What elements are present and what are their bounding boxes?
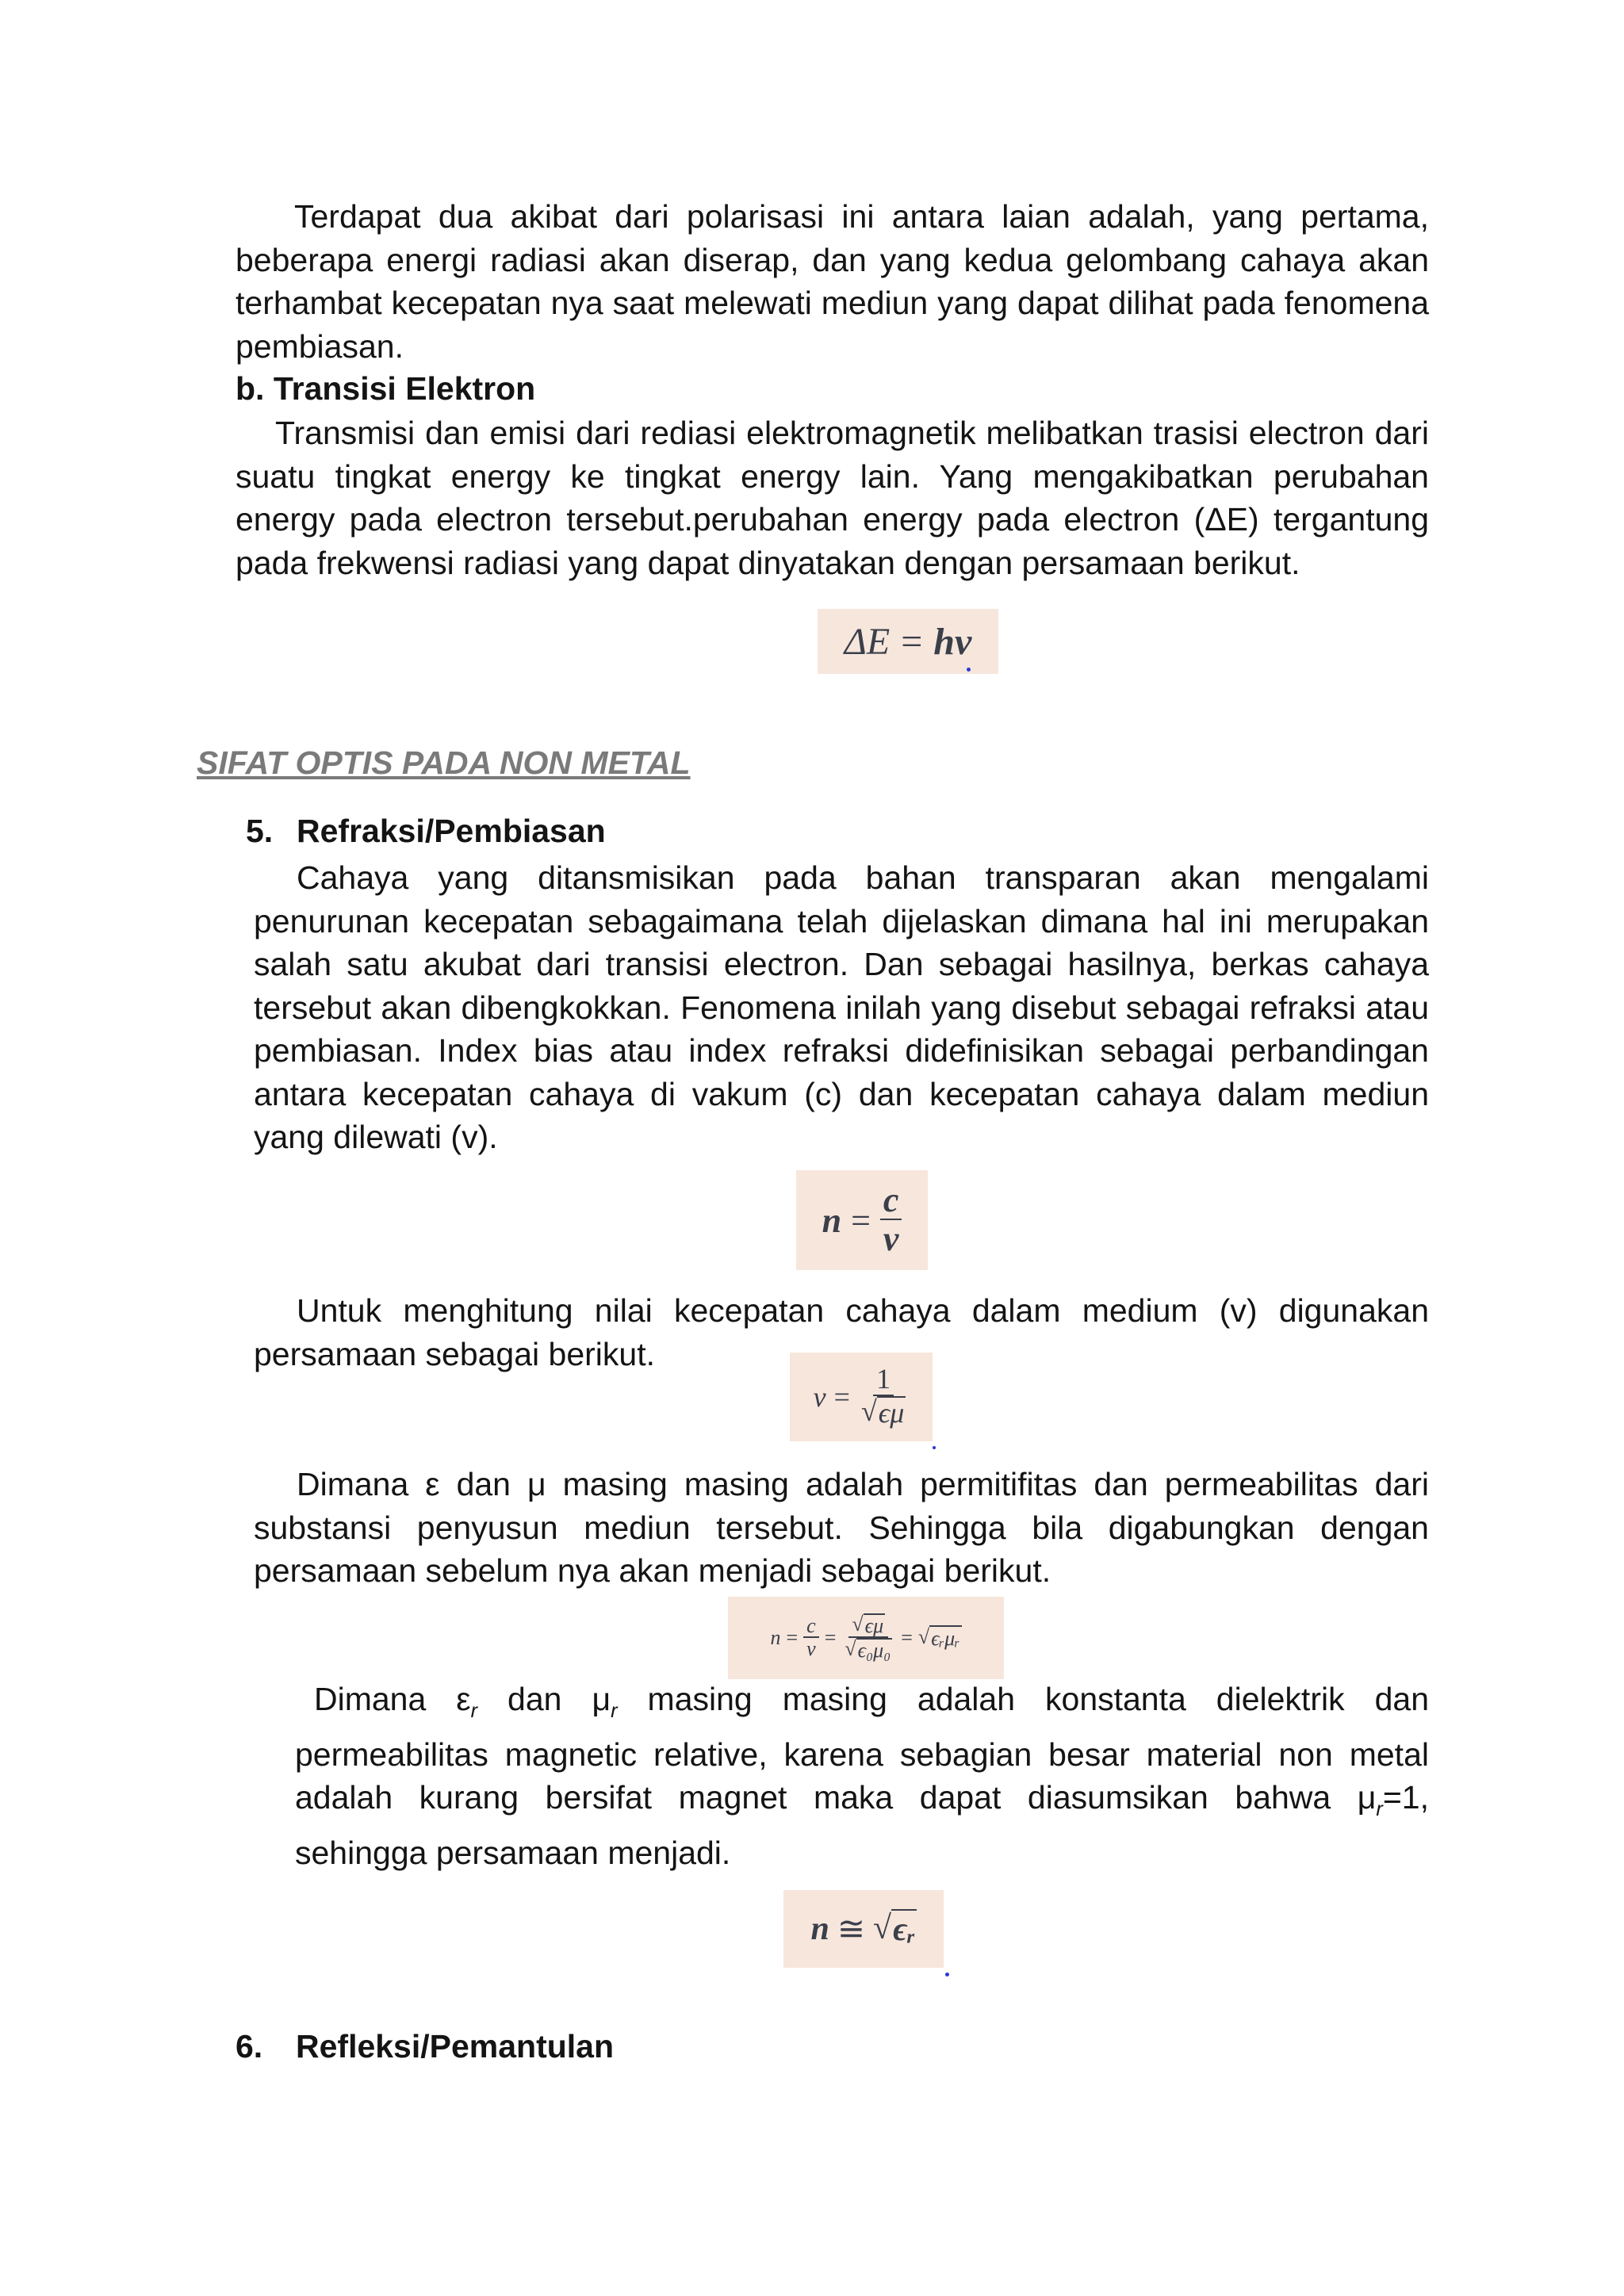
- paragraph-text: Terdapat dua akibat dari polarisasi ini antara laian adalah, yang pertama, beberapa energi radiasi akan diserap, dan yang kedua gelombang cahaya akan terhambat kecepatan nya saat melewati mediun yang dapat dilihat pada fenomena pembiasan.: [236, 198, 1429, 365]
- denominator: v: [806, 1637, 816, 1661]
- paragraph-polarisasi: [236, 195, 1429, 368]
- radicand: ϵᵣμᵣ: [931, 1627, 960, 1650]
- subheading-transisi-elektron: b. Transisi Elektron: [236, 370, 536, 407]
- subscript: r: [470, 1700, 478, 1723]
- square-root: [845, 1638, 892, 1663]
- paragraph-text: Dimana ε dan μ masing masing adalah permitifitas dan permeabilitas dari substansi penyusun mediun tersebut. Sehingga bila digabungkan dengan persamaan sebelum nya akan menjadi sebagai berikut.: [254, 1466, 1429, 1589]
- radicand: ϵᵣ: [891, 1909, 916, 1949]
- paragraph-text: Dimana ε: [314, 1681, 471, 1717]
- square-root: [873, 1909, 917, 1949]
- radical-sign: √: [873, 1910, 892, 1946]
- marker-dot: [933, 1446, 936, 1449]
- paragraph-text: Cahaya yang ditansmisikan pada bahan transparan akan mengalami penurunan kecepatan sebagaimana telah dijelaskan dimana hal ini merupakan salah satu akubat dari transisi electron. Dan sebagai hasilnya, berkas cahaya tersebut akan dibengkokkan. Fenomena inilah yang disebut sebagai refraksi atau pembiasan. Index bias atau index refraksi didefinisikan sebagai perbandingan antara kecepatan cahaya di vakum (c) dan kecepatan cahaya dalam mediun yang dilewati (v).: [254, 859, 1429, 1155]
- radical-sign: √: [845, 1637, 856, 1661]
- radical-sign: √: [917, 1625, 930, 1648]
- eq-lhs: ΔE: [844, 620, 891, 663]
- list-title: Refleksi/Pemantulan: [296, 2028, 615, 2064]
- paragraph-text: dan μ: [477, 1681, 611, 1717]
- eq-lhs: n: [810, 1911, 829, 1947]
- list-item-6-heading: [236, 2025, 614, 2068]
- eq-op: =: [851, 1200, 871, 1240]
- denominator: v: [883, 1219, 899, 1258]
- equation-velocity: [790, 1353, 933, 1441]
- paragraph-text: Untuk menghitung nilai kecepatan cahaya dalam medium (v) digunakan persamaan sebagai berikut.: [254, 1292, 1429, 1372]
- paragraph-refraksi: [254, 856, 1429, 1159]
- numerator: 1: [873, 1364, 894, 1396]
- eq-lhs: n: [822, 1200, 842, 1240]
- radicand: ϵμ: [864, 1614, 884, 1638]
- eq-op: =: [901, 1626, 913, 1649]
- list-title: Refraksi/Pembiasan: [297, 813, 606, 849]
- section-title: SIFAT OPTIS PADA NON METAL: [197, 744, 691, 781]
- paragraph-konstanta-dielektrik: [295, 1678, 1429, 1874]
- eq-op: =: [833, 1381, 850, 1413]
- fraction: [803, 1615, 819, 1661]
- equation-index-approx: [783, 1890, 944, 1968]
- square-root: [852, 1613, 885, 1636]
- marker-dot: [967, 668, 971, 672]
- denominator: [841, 1638, 895, 1663]
- subscript: r: [611, 1700, 618, 1723]
- eq-op: =: [824, 1626, 837, 1649]
- paragraph-text: =1, sehingga persamaan menjadi.: [295, 1779, 1429, 1871]
- marker-dot: [945, 1973, 949, 1976]
- list-item-5-heading: [246, 809, 606, 852]
- subscript: r: [1376, 1798, 1383, 1821]
- numerator: [848, 1613, 888, 1638]
- numerator: c: [803, 1615, 819, 1638]
- fraction: [858, 1364, 909, 1429]
- square-root: [861, 1396, 906, 1429]
- eq-op: ≅: [837, 1911, 866, 1948]
- eq-lhs: n: [770, 1626, 781, 1649]
- list-number: 5.: [246, 813, 274, 849]
- square-root: [918, 1625, 962, 1651]
- fraction: [841, 1613, 895, 1663]
- equation-index-bias: [796, 1170, 928, 1270]
- paragraph-text: Transmisi dan emisi dari rediasi elektromagnetik melibatkan trasisi electron dari suatu tingkat energy ke tingkat energy lain. Yang mengakibatkan perubahan energy pada electron tersebut.perubahan energy pada electron (ΔE) tergantung pada frekwensi radiasi yang dapat dinyatakan dengan persamaan berikut.: [236, 415, 1429, 581]
- fraction: [880, 1182, 902, 1259]
- paragraph-permitifitas: [254, 1463, 1429, 1593]
- radical-sign: √: [860, 1395, 877, 1428]
- eq-lhs: v: [813, 1381, 826, 1413]
- radicand: ϵ₀μ₀: [857, 1639, 891, 1663]
- eq-op: =: [786, 1626, 799, 1649]
- eq-rhs: hν: [933, 620, 972, 663]
- list-number: 6.: [236, 2028, 263, 2064]
- numerator: c: [880, 1182, 902, 1220]
- paragraph-transisi: [236, 411, 1429, 584]
- paragraph-text: masing masing adalah konstanta dielektrik dan permeabilitas magnetic relative, karena sebagian besar material non metal adalah kurang bersifat magnet maka dapat diasumsikan bahwa μ: [295, 1681, 1429, 1816]
- eq-op: =: [901, 620, 923, 663]
- equation-index-combined: [728, 1597, 1004, 1679]
- equation-delta-e: [818, 609, 998, 674]
- radicand: ϵμ: [878, 1397, 905, 1429]
- denominator: [858, 1396, 909, 1429]
- radical-sign: √: [852, 1613, 864, 1636]
